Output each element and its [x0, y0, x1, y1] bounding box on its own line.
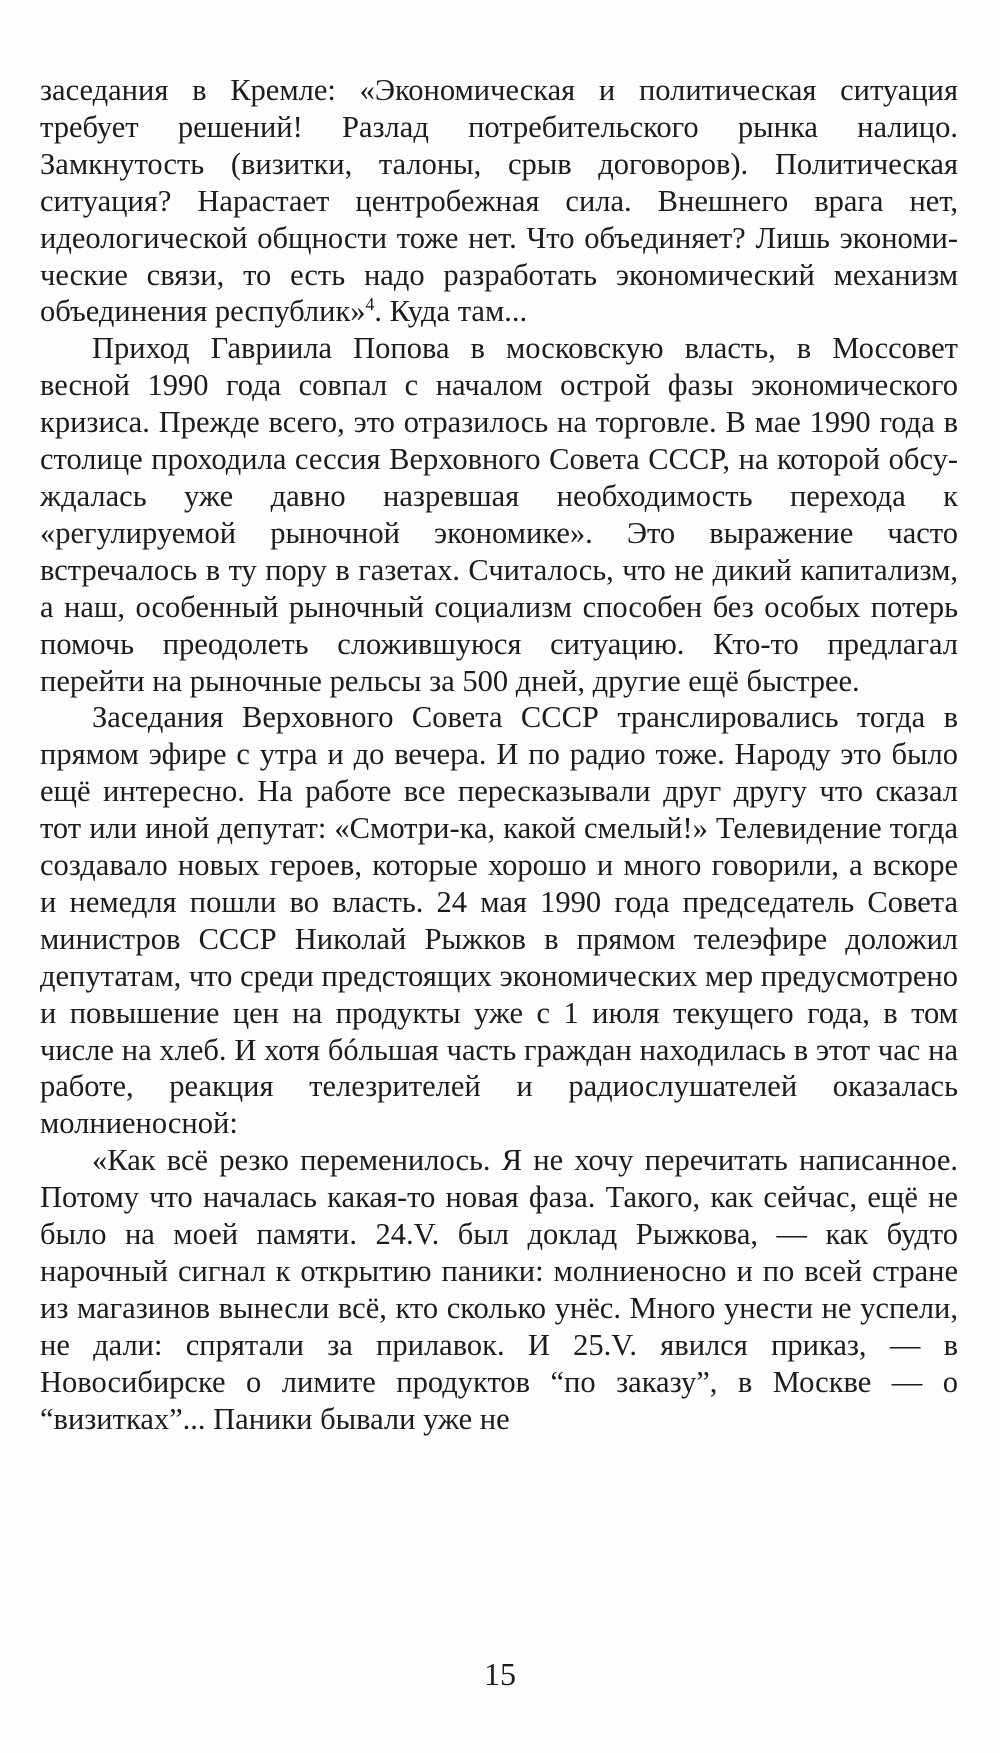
paragraph-3: Заседания Верховного Совета СССР транслировались тогда в прямом эфире с утра и до вечера. И по радио тоже. Народу это было ещё интересно. На работе все пересказывали друг другу что сказал тот или иной депутат: «Смотри-ка, какой смелый!» Телевидение тогда создавало новых героев, которые хорошо и много говорили, а вскоре и немедля пошли во власть. 24 мая 1990 года председатель Совета министров СССР Николай Рыжков в прямом телеэфире доложил депутатам, что среди предстоящих экономических мер предусмотрено и повышение цен на продукты уже с 1 июля текущего года, в том числе на хлеб. И хотя бóльшая часть граждан находилась в этот час на работе, реакция телезрителей и радиослушателей оказалась молниеносной: [40, 700, 958, 1141]
footnote-reference[interactable]: 4 [365, 294, 375, 315]
paragraph-1 [40, 72, 958, 330]
page-number: 15 [484, 1656, 516, 1692]
paragraph-4-quote: «Как всё резко переменилось. Я не хочу перечитать написанное. Потому что началась какая-то новая фаза. Такого, как сейчас, ещё не было на моей памяти. 24.V. был доклад Рыжкова, — как будто нарочный сигнал к открытию паники: молниеносно и по всей стране из магазинов вынесли всё, кто сколько унёс. Много унести не успели, не дали: спрятали за прилавок. И 25.V. явился приказ, — в Новосибирске о лимите продуктов “по заказу”, в Москве — о “визитках”... Паники бывали уже не [40, 1143, 958, 1436]
body-text [40, 72, 958, 1438]
paragraph-2: Приход Гавриила Попова в московскую власть, в Моссовет весной 1990 года совпал с началом острой фазы экономического кризиса. Прежде всего, это отразилось на торговле. В мае 1990 года в столице проходила сессия Верховного Совета СССР, на которой обсуждалась уже давно назревшая необходимость перехода к «регулируемой рыночной экономике». Это выражение часто встречалось в ту пору в газетах. Считалось, что не дикий капитализм, а наш, особенный рыночный социализм способен без особых потерь помочь преодолеть сложившуюся ситуацию. Кто-то предлагал перейти на рыночные рельсы за 500 дней, другие ещё быстрее. [40, 331, 958, 698]
paragraph-1-tail: . Куда там... [374, 294, 528, 329]
paragraph-1-text: заседания в Кремле: «Экономическая и политическая ситуация требует решений! Разлад потребительского рынка налицо. Замкнутость (визитки, талоны, срыв договоров). Политическая ситуация? Нарастает центробежная сила. Внешнего врага нет, идеологической общности тоже нет. Что объединяет? Лишь экономические связи, то есть надо разработать экономический механизм объединения республик» [40, 73, 958, 329]
